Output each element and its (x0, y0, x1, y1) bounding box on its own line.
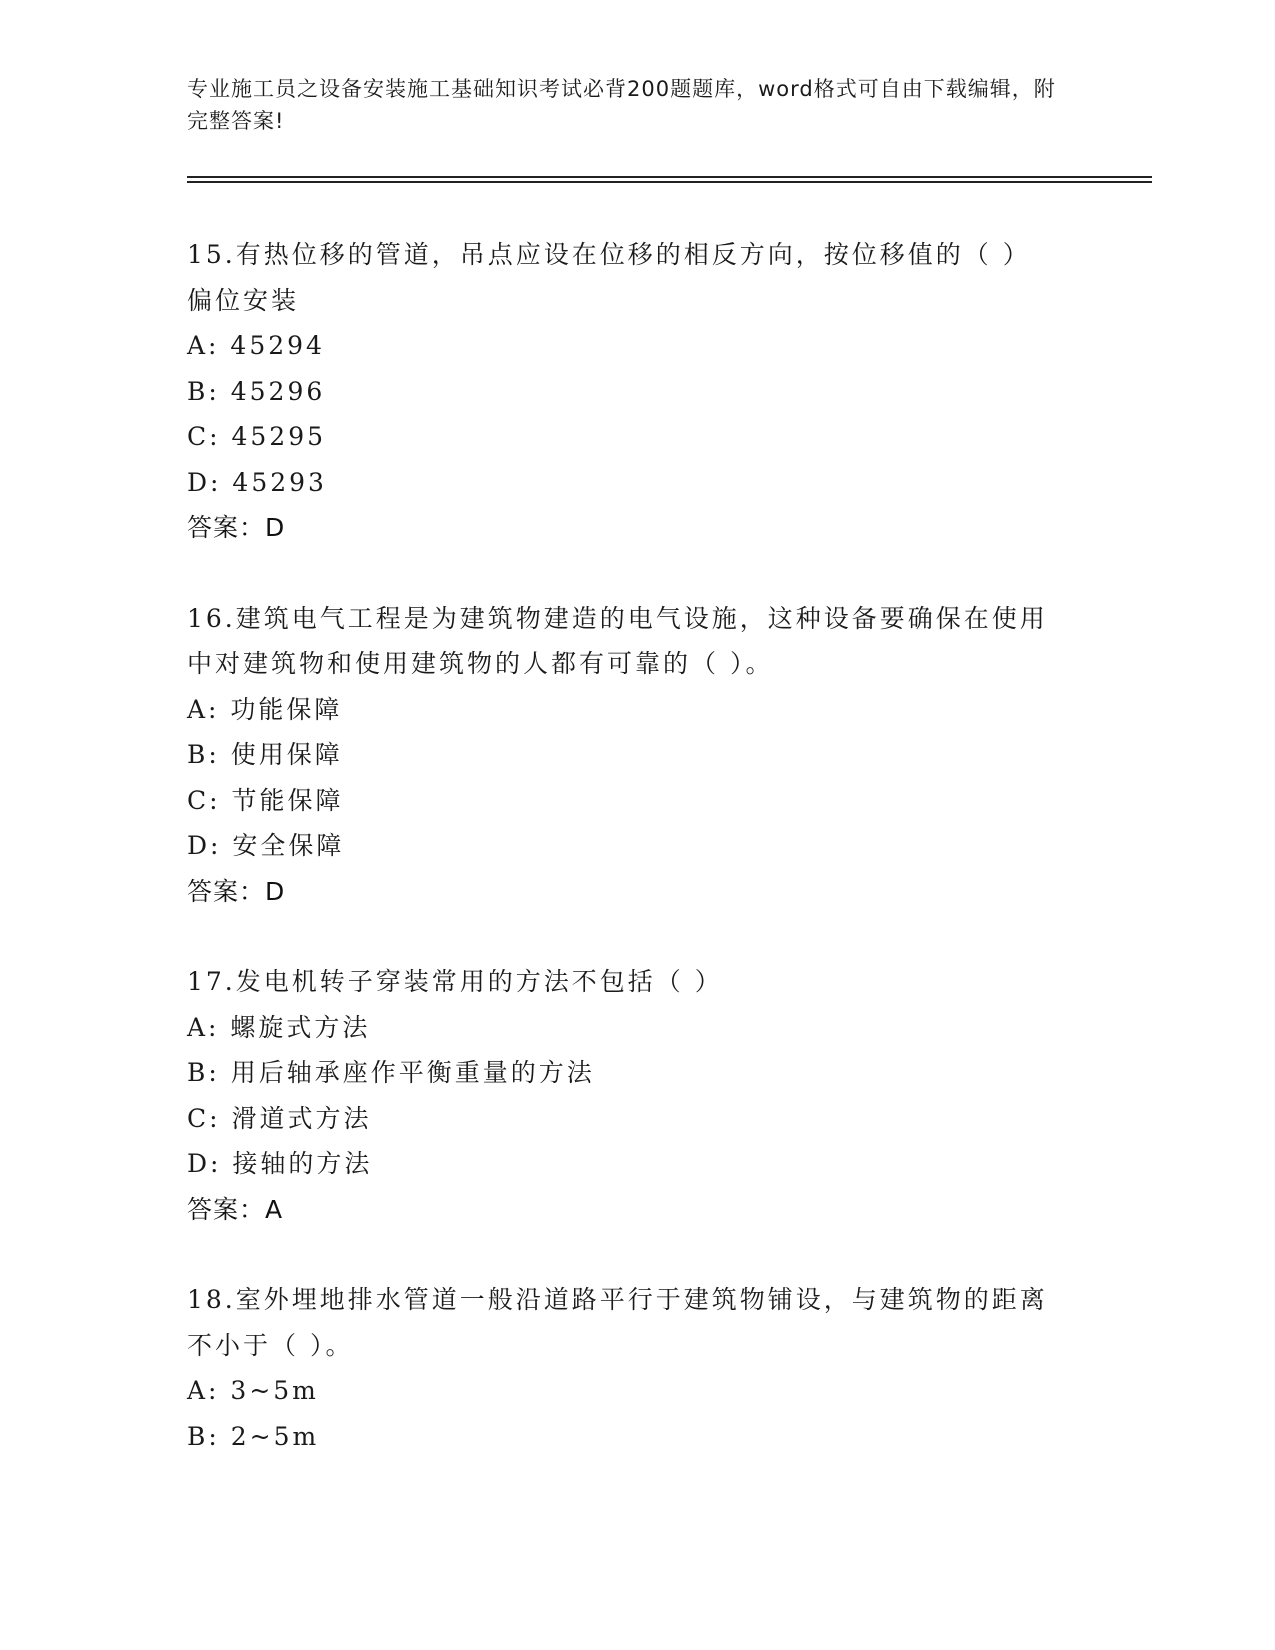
question-18 (187, 1277, 1087, 1459)
option-a: A: 功能保障 (187, 694, 343, 724)
option-d: D: 接轴的方法 (187, 1149, 373, 1178)
question-stem-line: 15.有热位移的管道，吊点应设在位移的相反方向，按位移值的（ ） (187, 240, 1031, 269)
question-17 (187, 959, 1087, 1232)
option-a: A: 45294 (187, 331, 325, 360)
answer-label: 答案：A (187, 1194, 284, 1224)
question-stem-line: 16.建筑电气工程是为建筑物建造的电气设施，这种设备要确保在使用 (187, 603, 1048, 633)
option-c: C: 节能保障 (187, 785, 344, 815)
question-16 (187, 596, 1087, 915)
option-b: B: 2~5m (187, 1421, 320, 1451)
option-b: B: 45296 (187, 376, 326, 406)
option-a: A: 螺旋式方法 (187, 1012, 371, 1042)
option-d: D: 安全保障 (187, 831, 345, 860)
option-c: C: 滑道式方法 (187, 1103, 372, 1133)
question-stem-line: 偏位安装 (187, 285, 300, 315)
question-15 (187, 232, 1087, 551)
option-d: D: 45293 (187, 467, 327, 497)
header-rule-bottom (187, 181, 1152, 183)
option-c: C: 45295 (187, 422, 327, 451)
header-rule-top (187, 176, 1152, 178)
option-a: A: 3~5m (187, 1376, 319, 1405)
answer-label: 答案：D (187, 876, 286, 906)
document-header: 专业施工员之设备安装施工基础知识考试必背200题题库，word格式可自由下载编辑，附完整答案! (187, 77, 1056, 133)
question-stem-line: 不小于（ ）。 (187, 1330, 354, 1360)
question-stem-line: 17.发电机转子穿装常用的方法不包括（ ） (187, 967, 723, 996)
option-b: B: 用后轴承座作平衡重量的方法 (187, 1058, 595, 1087)
question-stem-line: 中对建筑物和使用建筑物的人都有可靠的（ ）。 (187, 649, 774, 678)
option-b: B: 使用保障 (187, 740, 343, 769)
question-list (187, 232, 1087, 1504)
question-stem-line: 18.室外埋地排水管道一般沿道路平行于建筑物铺设，与建筑物的距离 (187, 1285, 1048, 1314)
answer-label: 答案：D (187, 513, 286, 542)
